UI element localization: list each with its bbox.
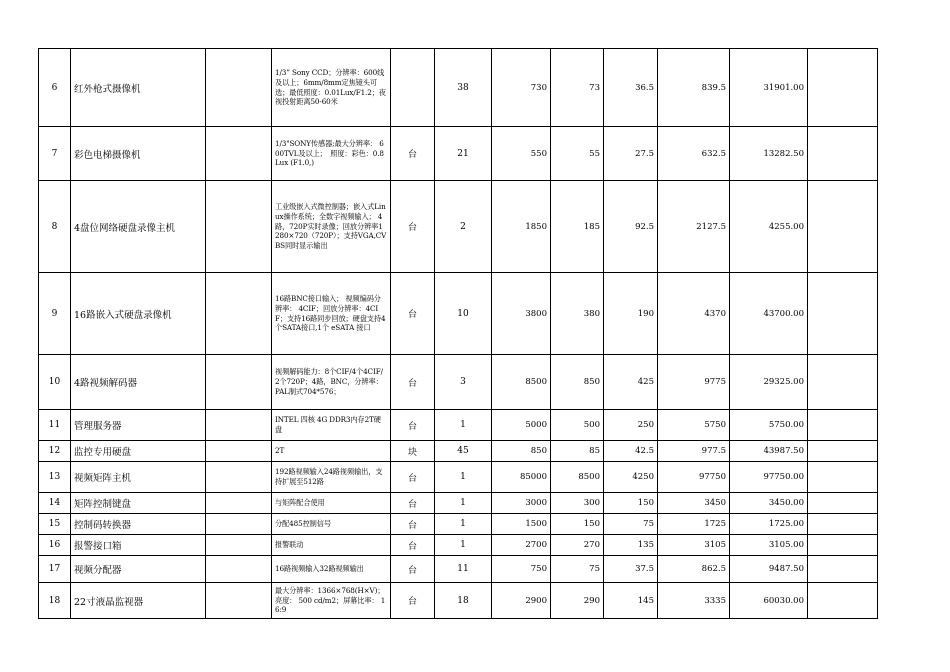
unit-cell: 台 [391, 514, 435, 535]
total-amount-cell: 31901.00 [730, 49, 808, 127]
item-name-cell: 矩阵控制键盘 [71, 493, 206, 514]
row-number-cell: 9 [39, 273, 71, 355]
unit-price-cell: 850 [492, 441, 551, 462]
unit-price-cell: 85000 [492, 462, 551, 493]
price-component-cell: 4250 [604, 462, 658, 493]
price-component-cell: 37.5 [604, 556, 658, 583]
item-name-cell: 4盘位网络硬盘录像主机 [71, 181, 206, 273]
unit-cell [391, 49, 435, 127]
blank-cell [206, 462, 272, 493]
total-amount-cell: 9487.50 [730, 556, 808, 583]
subtotal-price-cell: 97750 [658, 462, 730, 493]
spec-cell: 分配485控制信号 [272, 514, 391, 535]
unit-price-cell: 8500 [492, 355, 551, 410]
quantity-cell: 1 [435, 462, 492, 493]
empty-cell [808, 583, 878, 619]
price-component-cell: 42.5 [604, 441, 658, 462]
price-component-cell: 92.5 [604, 181, 658, 273]
total-amount-cell: 3450.00 [730, 493, 808, 514]
unit-cell: 台 [391, 273, 435, 355]
unit-cell: 台 [391, 127, 435, 181]
total-amount-cell: 97750.00 [730, 462, 808, 493]
total-amount-cell: 60030.00 [730, 583, 808, 619]
item-name-cell: 4路视频解码器 [71, 355, 206, 410]
subtotal-price-cell: 1725 [658, 514, 730, 535]
subtotal-price-cell: 977.5 [658, 441, 730, 462]
unit-cell: 台 [391, 493, 435, 514]
blank-cell [206, 355, 272, 410]
row-number-cell: 8 [39, 181, 71, 273]
item-name-cell: 控制码转换器 [71, 514, 206, 535]
table-row [39, 273, 878, 355]
spec-cell: 16路视频输入32路视频输出 [272, 556, 391, 583]
price-component-cell: 850 [551, 355, 604, 410]
row-number-cell: 16 [39, 535, 71, 556]
subtotal-price-cell: 839.5 [658, 49, 730, 127]
unit-price-cell: 5000 [492, 410, 551, 441]
price-component-cell: 380 [551, 273, 604, 355]
row-number-cell: 10 [39, 355, 71, 410]
quantity-cell: 21 [435, 127, 492, 181]
spec-cell: 最大分辨率：1366×768(H×V)；亮度： 500 cd/m2；屏幕比率： 16:9 [272, 583, 391, 619]
table-row [39, 49, 878, 127]
price-component-cell: 55 [551, 127, 604, 181]
item-name-cell: 彩色电梯摄像机 [71, 127, 206, 181]
unit-cell: 台 [391, 355, 435, 410]
subtotal-price-cell: 2127.5 [658, 181, 730, 273]
price-component-cell: 425 [604, 355, 658, 410]
subtotal-price-cell: 632.5 [658, 127, 730, 181]
blank-cell [206, 441, 272, 462]
price-component-cell: 145 [604, 583, 658, 619]
quantity-cell: 1 [435, 514, 492, 535]
blank-cell [206, 583, 272, 619]
total-amount-cell: 4255.00 [730, 181, 808, 273]
row-number-cell: 14 [39, 493, 71, 514]
price-component-cell: 185 [551, 181, 604, 273]
quantity-cell: 1 [435, 535, 492, 556]
item-name-cell: 监控专用硬盘 [71, 441, 206, 462]
quantity-cell: 18 [435, 583, 492, 619]
unit-price-cell: 3000 [492, 493, 551, 514]
empty-cell [808, 535, 878, 556]
empty-cell [808, 493, 878, 514]
unit-price-cell: 2700 [492, 535, 551, 556]
spec-cell: 视频解码能力：8个CIF/4个4CIF/2个720P；4路，BNC，分辨率：PAL制式704*576； [272, 355, 391, 410]
spec-cell: INTEL 四核 4G DDR3内存2T硬盘 [272, 410, 391, 441]
empty-cell [808, 181, 878, 273]
quantity-cell: 38 [435, 49, 492, 127]
row-number-cell: 18 [39, 583, 71, 619]
subtotal-price-cell: 4370 [658, 273, 730, 355]
row-number-cell: 13 [39, 462, 71, 493]
row-number-cell: 6 [39, 49, 71, 127]
item-name-cell: 视频分配器 [71, 556, 206, 583]
price-component-cell: 150 [551, 514, 604, 535]
spec-cell: 1/3” Sony CCD；分辨率：600线及以上；6mm/8mm定焦镜头可选；最低照度：0.01Lux/F1.2；夜视投射距离50-60米 [272, 49, 391, 127]
spec-cell: 报警联动 [272, 535, 391, 556]
item-name-cell: 视频矩阵主机 [71, 462, 206, 493]
unit-price-cell: 1850 [492, 181, 551, 273]
subtotal-price-cell: 862.5 [658, 556, 730, 583]
empty-cell [808, 410, 878, 441]
quantity-cell: 3 [435, 355, 492, 410]
blank-cell [206, 273, 272, 355]
item-name-cell: 红外枪式摄像机 [71, 49, 206, 127]
table-row [39, 462, 878, 493]
empty-cell [808, 514, 878, 535]
table-row [39, 556, 878, 583]
unit-price-cell: 3800 [492, 273, 551, 355]
item-name-cell: 报警接口箱 [71, 535, 206, 556]
price-component-cell: 190 [604, 273, 658, 355]
price-component-cell: 36.5 [604, 49, 658, 127]
spec-cell: 工业级嵌入式微控制器；嵌入式Linux操作系统；全数字视频输入； 4路，720P实时录像；回放分辨率1280×720（720P）；支持VGA,CVBS同时显示输出 [272, 181, 391, 273]
empty-cell [808, 556, 878, 583]
unit-cell: 台 [391, 583, 435, 619]
spec-cell: 2T [272, 441, 391, 462]
item-name-cell: 16路嵌入式硬盘录像机 [71, 273, 206, 355]
blank-cell [206, 127, 272, 181]
unit-price-cell: 550 [492, 127, 551, 181]
quantity-cell: 1 [435, 493, 492, 514]
spec-cell: 192路视频输入24路视频输出，支持扩展至512路 [272, 462, 391, 493]
empty-cell [808, 127, 878, 181]
total-amount-cell: 3105.00 [730, 535, 808, 556]
empty-cell [808, 49, 878, 127]
quantity-cell: 1 [435, 410, 492, 441]
total-amount-cell: 43700.00 [730, 273, 808, 355]
unit-price-cell: 2900 [492, 583, 551, 619]
empty-cell [808, 273, 878, 355]
subtotal-price-cell: 5750 [658, 410, 730, 441]
total-amount-cell: 29325.00 [730, 355, 808, 410]
empty-cell [808, 462, 878, 493]
price-component-cell: 75 [604, 514, 658, 535]
row-number-cell: 17 [39, 556, 71, 583]
unit-price-cell: 1500 [492, 514, 551, 535]
price-component-cell: 85 [551, 441, 604, 462]
table-row [39, 181, 878, 273]
blank-cell [206, 535, 272, 556]
subtotal-price-cell: 3105 [658, 535, 730, 556]
blank-cell [206, 181, 272, 273]
price-component-cell: 300 [551, 493, 604, 514]
unit-price-cell: 750 [492, 556, 551, 583]
item-name-cell: 管理服务器 [71, 410, 206, 441]
price-component-cell: 73 [551, 49, 604, 127]
row-number-cell: 11 [39, 410, 71, 441]
item-name-cell: 22寸液晶监视器 [71, 583, 206, 619]
price-component-cell: 500 [551, 410, 604, 441]
equipment-quote-table [38, 48, 878, 619]
spec-cell: 16路BNC接口输入； 视频编码分辨率： 4CIF；回放分辨率：4CIF；支持16路同步回放；硬盘支持4个SATA接口,1个 eSATA 接口 [272, 273, 391, 355]
blank-cell [206, 410, 272, 441]
quantity-cell: 2 [435, 181, 492, 273]
unit-cell: 台 [391, 535, 435, 556]
unit-cell: 台 [391, 556, 435, 583]
quantity-cell: 11 [435, 556, 492, 583]
row-number-cell: 7 [39, 127, 71, 181]
table-row [39, 441, 878, 462]
table-row [39, 410, 878, 441]
spec-cell: 与矩阵配合使用 [272, 493, 391, 514]
empty-cell [808, 441, 878, 462]
price-component-cell: 27.5 [604, 127, 658, 181]
total-amount-cell: 1725.00 [730, 514, 808, 535]
price-component-cell: 270 [551, 535, 604, 556]
blank-cell [206, 493, 272, 514]
price-component-cell: 150 [604, 493, 658, 514]
total-amount-cell: 5750.00 [730, 410, 808, 441]
subtotal-price-cell: 3450 [658, 493, 730, 514]
price-component-cell: 290 [551, 583, 604, 619]
unit-cell: 台 [391, 410, 435, 441]
price-component-cell: 75 [551, 556, 604, 583]
subtotal-price-cell: 3335 [658, 583, 730, 619]
table-row [39, 493, 878, 514]
blank-cell [206, 49, 272, 127]
subtotal-price-cell: 9775 [658, 355, 730, 410]
price-component-cell: 135 [604, 535, 658, 556]
total-amount-cell: 13282.50 [730, 127, 808, 181]
spec-cell: 1/3"SONY传感器;最大分辨率： 600TVL及以上； 照度：彩色：0.8Lux (F1.0,) [272, 127, 391, 181]
table-row [39, 535, 878, 556]
price-component-cell: 250 [604, 410, 658, 441]
empty-cell [808, 355, 878, 410]
total-amount-cell: 43987.50 [730, 441, 808, 462]
quantity-cell: 45 [435, 441, 492, 462]
row-number-cell: 12 [39, 441, 71, 462]
table-row [39, 583, 878, 619]
blank-cell [206, 514, 272, 535]
unit-cell: 台 [391, 181, 435, 273]
blank-cell [206, 556, 272, 583]
table-row [39, 127, 878, 181]
quantity-cell: 10 [435, 273, 492, 355]
unit-cell: 台 [391, 462, 435, 493]
unit-price-cell: 730 [492, 49, 551, 127]
unit-cell: 块 [391, 441, 435, 462]
table-row [39, 355, 878, 410]
price-component-cell: 8500 [551, 462, 604, 493]
table-row [39, 514, 878, 535]
row-number-cell: 15 [39, 514, 71, 535]
